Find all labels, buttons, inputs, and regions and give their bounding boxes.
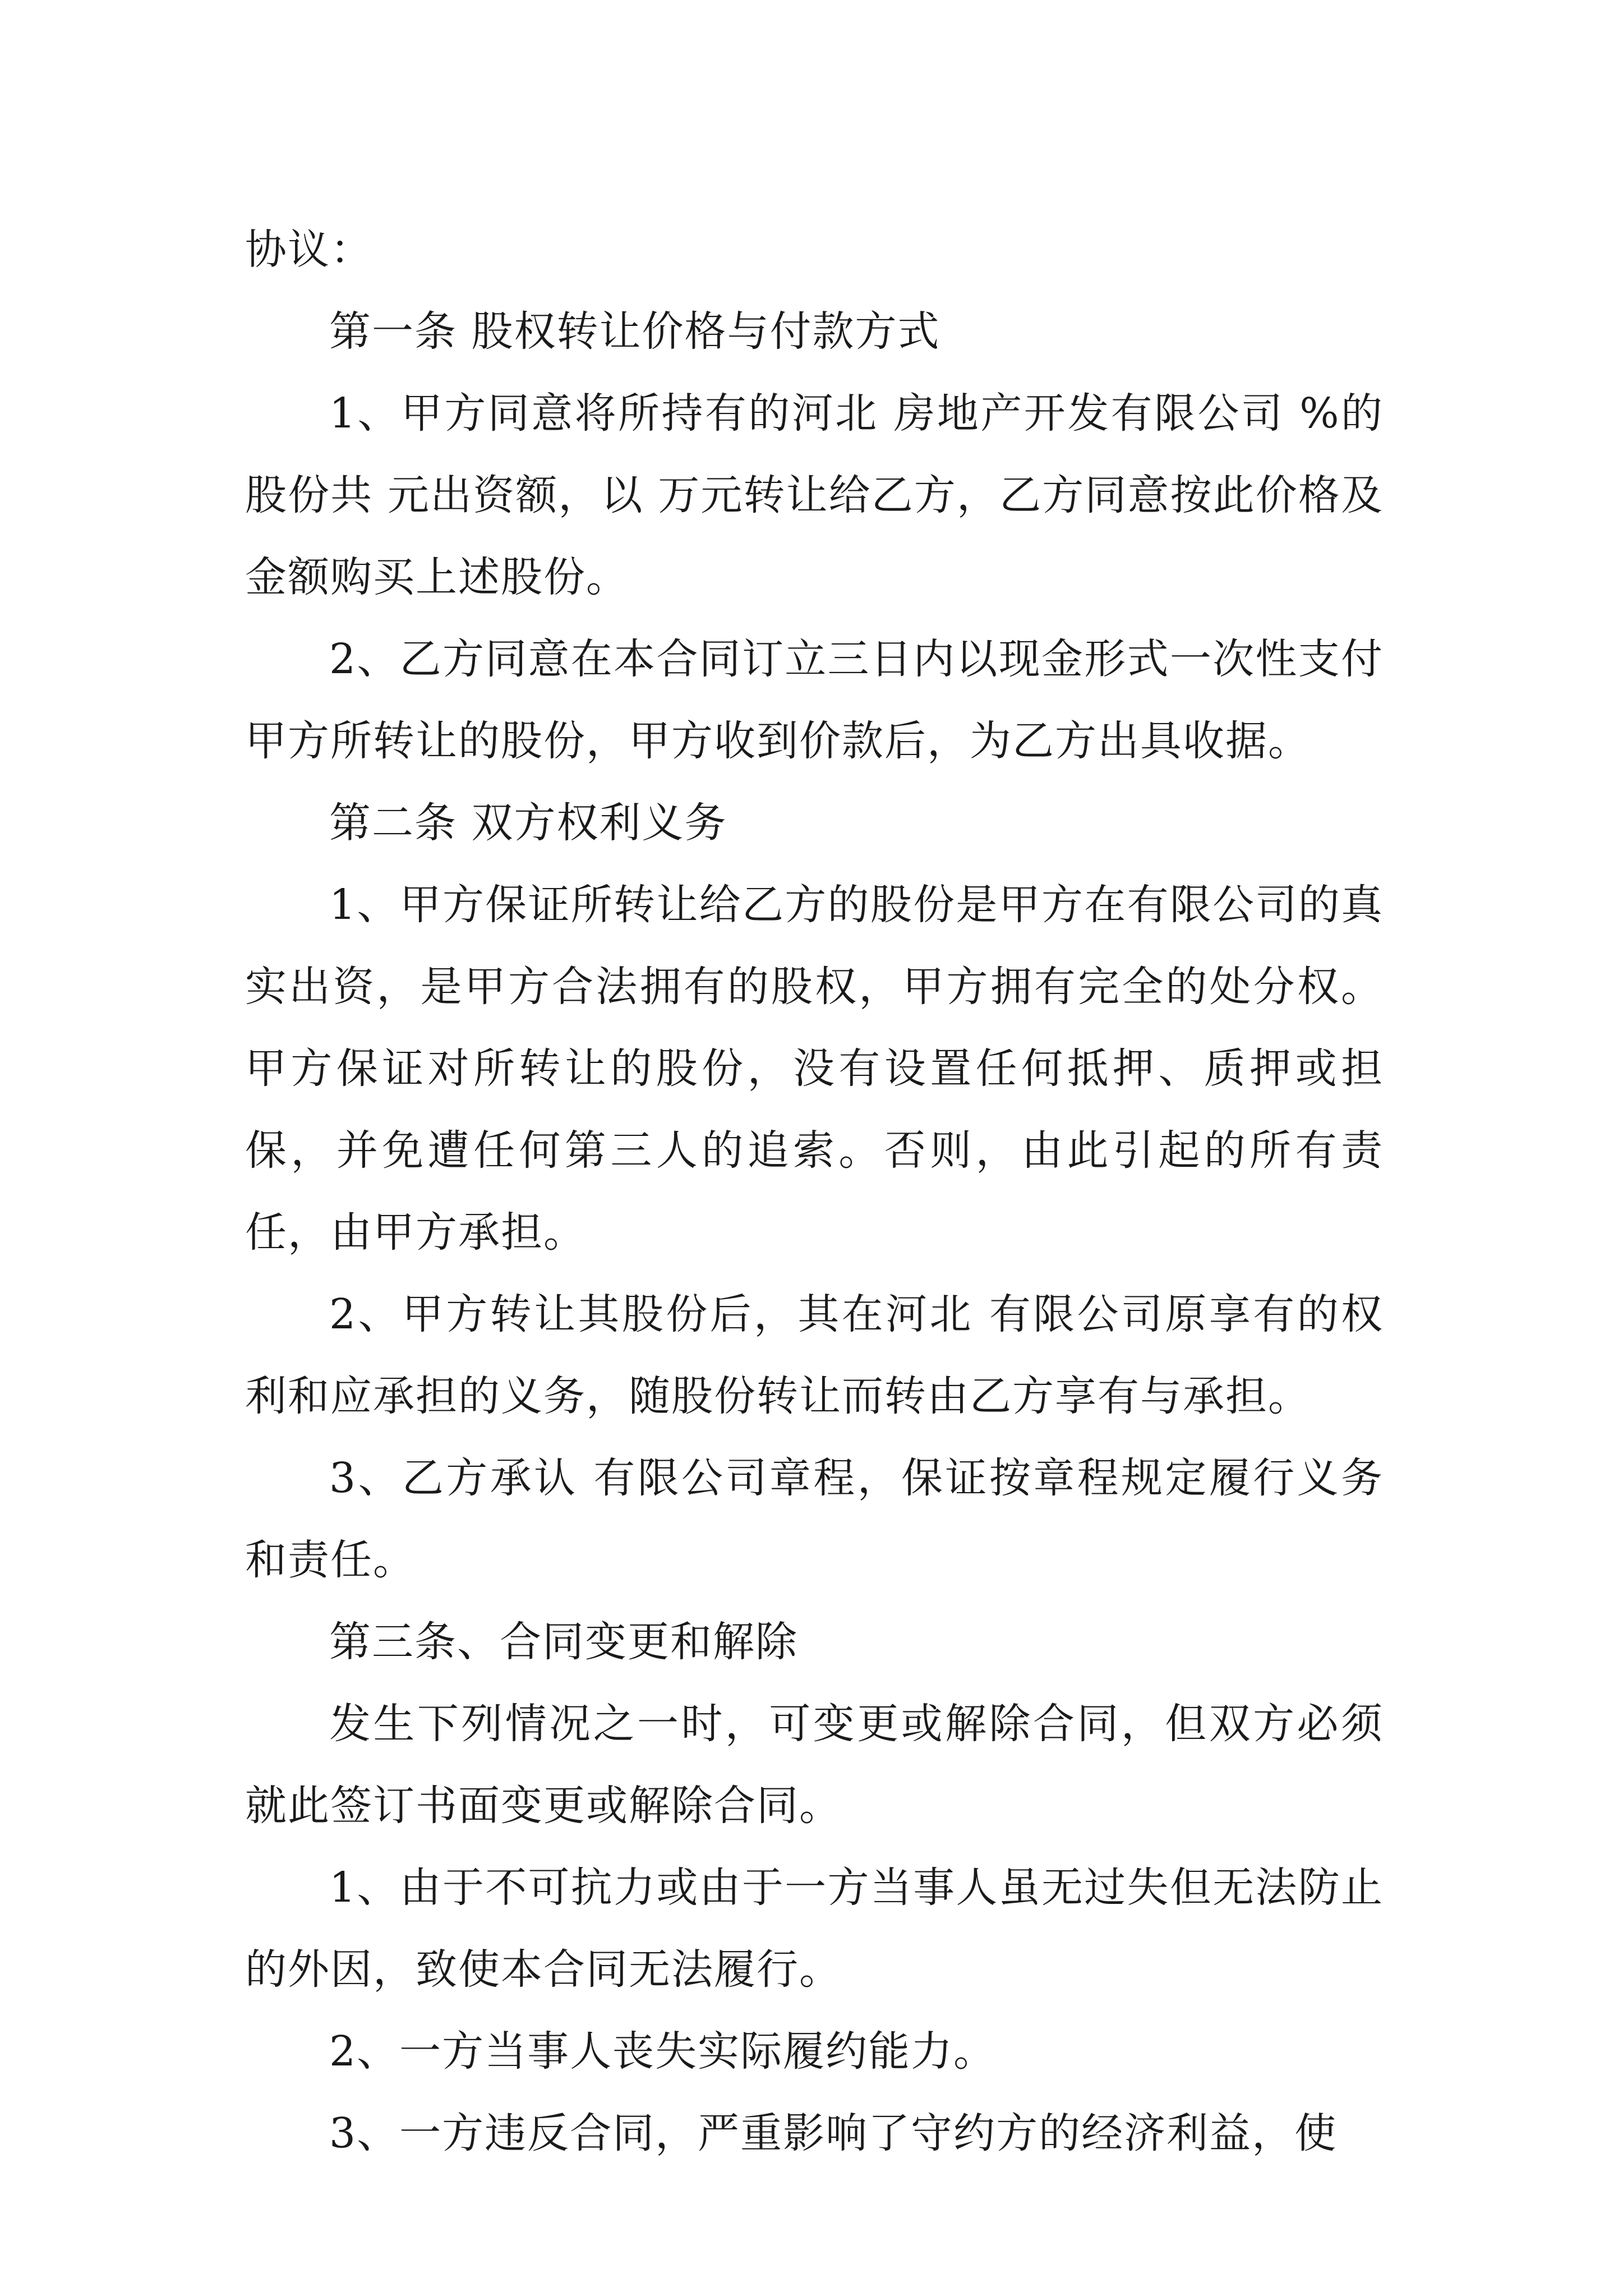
article-2-clause-2: 2、甲方转让其股份后，其在河北 有限公司原享有的权利和应承担的义务，随股份转让而转由乙方享有与承担。 xyxy=(245,1290,1384,1420)
article-3-intro: 发生下列情况之一时，可变更或解除合同，但双方必须就此签订书面变更或解除合同。 xyxy=(245,1700,1384,1830)
article-3-clause-1: 1、由于不可抗力或由于一方当事人虽无过失但无法防止的外因，致使本合同无法履行。 xyxy=(245,1864,1384,1994)
article-1-clause-1: 1、甲方同意将所持有的河北 房地产开发有限公司 %的股份共 元出资额，以 万元转让给乙方，乙方同意按此价格及金额购买上述股份。 xyxy=(245,389,1384,601)
article-1-heading: 第一条 股权转让价格与付款方式 xyxy=(329,307,940,356)
article-2-clause-1: 1、甲方保证所转让给乙方的股份是甲方在有限公司的真实出资，是甲方合法拥有的股权，甲方拥有完全的处分权。甲方保证对所转让的股份，没有设置任何抵押、质押或担保，并免遭任何第三人的追索。否则，由此引起的所有责任，由甲方承担。 xyxy=(245,881,1384,1257)
article-3-clause-3: 3、一方违反合同，严重影响了守约方的经济利益，使 xyxy=(329,2109,1338,2157)
article-2-heading: 第二条 双方权利义务 xyxy=(329,799,727,847)
article-2-clause-3: 3、乙方承认 有限公司章程，保证按章程规定履行义务和责任。 xyxy=(245,1454,1384,1584)
article-3-clause-2: 2、一方当事人丧失实际履约能力。 xyxy=(329,2027,997,2076)
agreement-heading: 协议： xyxy=(245,226,373,274)
article-1-clause-2: 2、乙方同意在本合同订立三日内以现金形式一次性支付甲方所转让的股份，甲方收到价款后，为乙方出具收据。 xyxy=(245,635,1384,765)
document-body xyxy=(245,209,1384,2174)
article-3-heading: 第三条、合同变更和解除 xyxy=(329,1618,798,1666)
